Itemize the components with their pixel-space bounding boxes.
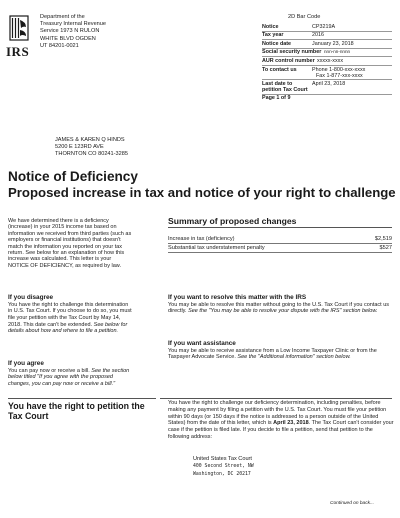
notice-info-table <box>262 23 392 102</box>
sender-line: Department of the <box>40 14 85 20</box>
info-key: AUR control number <box>262 58 315 64</box>
info-value: 2016 <box>312 32 324 39</box>
info-key: Social security number <box>262 49 322 56</box>
info-key: Notice <box>262 23 279 30</box>
info-value: CP3219A <box>312 23 336 30</box>
petition-heading: You have the right to petition the Tax Court <box>8 401 145 421</box>
info-row <box>262 32 392 41</box>
disagree-heading: If you disagree <box>8 294 54 301</box>
info-row <box>262 23 392 32</box>
assistance-italic: See the "Additional information" section below. <box>237 354 351 361</box>
sender-address <box>40 14 106 50</box>
summary-label: Increase in tax (deficiency) <box>168 236 235 242</box>
page-number: Page 1 of 9 <box>262 94 291 101</box>
section-divider <box>8 398 156 399</box>
section-divider <box>160 398 392 399</box>
resolve-body <box>168 302 394 315</box>
assistance-section <box>168 340 394 361</box>
disagree-body <box>8 302 134 336</box>
contact-values <box>312 67 392 79</box>
summary-label: Substantial tax understatement penalty <box>168 245 265 251</box>
agree-text: You can pay now or receive a bill. <box>8 367 90 374</box>
petition-date: April 23, 2018 <box>273 420 309 427</box>
addressee-line: JAMES & KAREN Q HINDS <box>55 137 125 143</box>
sender-line: Treasury Internal Revenue <box>40 21 107 28</box>
contact-fax: Fax 1-877-xxx-xxxx <box>316 72 363 79</box>
summary-row <box>168 236 392 244</box>
sender-line: UT 84201-0021 <box>40 42 79 49</box>
petition-text-cont: . The Tax Court can't consider your case if the petition is filed late. If you decide to file a petition, send that petition to the following address: <box>168 420 394 440</box>
info-value: January 23, 2018 <box>312 40 354 47</box>
summary-value: $2,519 <box>374 236 392 242</box>
assistance-text: You may be able to receive assistance from a Low Income Taxpayer Clinic or from the Taxpayer Advocate Service. <box>168 347 377 361</box>
summary-divider <box>168 227 392 228</box>
petition-body <box>168 400 394 441</box>
info-row <box>262 57 392 66</box>
assistance-body <box>168 348 394 361</box>
info-value: xxxxx-xxxx <box>317 58 344 64</box>
resolve-text: You may be able to resolve this matter without going to the U.S. Tax Court if you contact us directly. <box>168 301 390 315</box>
disagree-section <box>8 294 134 335</box>
info-key: Last date to petition Tax Court <box>262 80 308 93</box>
agree-section <box>8 360 134 388</box>
info-value: nnn-nn-nnnn <box>324 49 351 55</box>
tax-court-address <box>193 455 254 479</box>
sender-line: Service 1973 N RULON <box>40 28 100 35</box>
info-key: To contact us <box>262 66 297 73</box>
barcode-label: 2D Bar Code <box>288 14 321 20</box>
info-row-contact <box>262 66 392 80</box>
disagree-text: You have the right to challenge this determination in U.S. Tax Court. If you choose to do so, you must file your petition with the Tax Court by May 14, 2018. This date can't be extended. <box>8 301 132 328</box>
intro-paragraph: We have determined there is a deficiency (increase) in your 2015 income tax based on information we received from third parties (such as employers or financial institutions) that doesn't match the information you reported on your tax return. See below for an explanation of how this increase was calculated. This letter is your NOTICE OF DEFICIENCY, as required by law. <box>8 218 132 269</box>
info-row <box>262 49 392 58</box>
info-row-last-date <box>262 80 392 94</box>
addressee-block <box>55 137 128 159</box>
info-key: Notice date <box>262 40 292 47</box>
notice-title: Notice of Deficiency <box>8 169 138 184</box>
info-row <box>262 40 392 49</box>
agree-body <box>8 368 134 388</box>
notice-subtitle: Proposed increase in tax and notice of your right to challenge <box>8 185 396 200</box>
tax-court-city: Washington, DC 20217 <box>193 472 251 477</box>
continued-note: Continued on back... <box>330 501 375 506</box>
agree-italic: See the section below titled "If you agree with the proposed changes, you can pay now or receive a bill." <box>8 367 130 387</box>
irs-logo-text: IRS <box>6 44 30 59</box>
resolve-section <box>168 294 394 315</box>
resolve-italic: See the "You may be able to resolve your dispute with the IRS" section below. <box>188 308 378 315</box>
summary-row <box>168 245 392 253</box>
info-value: April 23, 2018 <box>312 80 346 87</box>
disagree-italic: See below for details about how and where to file a petition. <box>8 321 128 335</box>
irs-eagle-logo-icon <box>8 14 30 44</box>
agree-heading: If you agree <box>8 360 44 367</box>
sender-line: WHITE BLVD OGDEN <box>40 35 96 42</box>
summary-title: Summary of proposed changes <box>168 216 297 226</box>
info-key: Tax year <box>262 32 284 39</box>
petition-text: You have the right to challenge our deficiency determination, including penalties, before making any payment by filing a petition with the U.S. Tax Court. You must file your petition within 90 days (or 150 days if the notice is addressed to a person outside of the United States) from the date of this letter, which is <box>168 400 387 427</box>
addressee-line: 5200 E 123RD AVE <box>55 144 104 151</box>
assistance-heading: If you want assistance <box>168 340 236 347</box>
tax-court-street: 400 Second Street, NW <box>193 464 254 469</box>
tax-court-name: United States Tax Court <box>193 456 252 462</box>
addressee-line: THORNTON CO 80241-3285 <box>55 151 128 158</box>
contact-phone: Phone 1-800-xxx-xxxx <box>312 66 366 73</box>
summary-value: $527 <box>379 245 392 251</box>
resolve-heading: If you want to resolve this matter with the IRS <box>168 294 307 301</box>
